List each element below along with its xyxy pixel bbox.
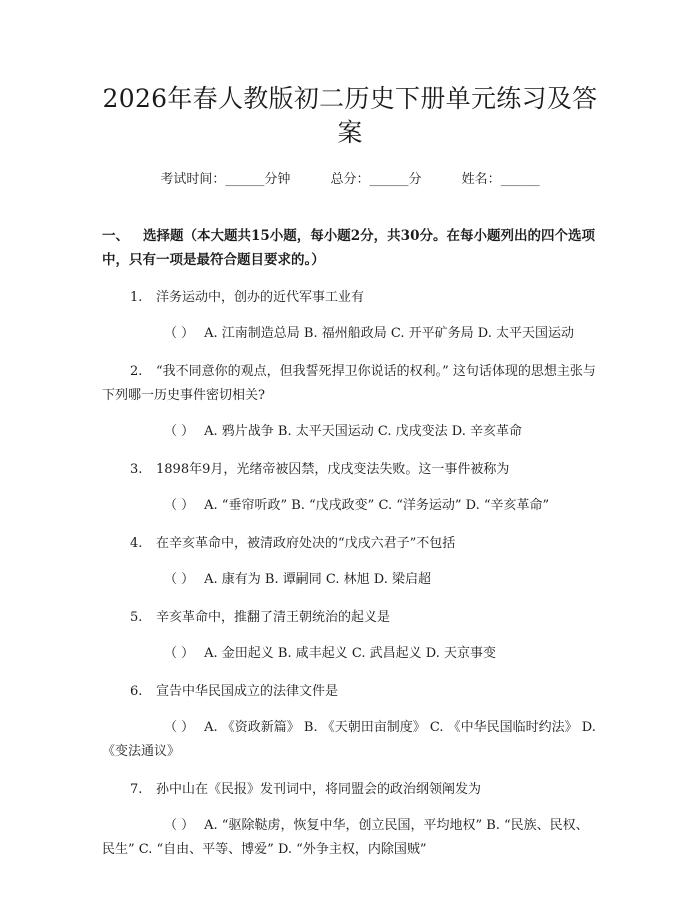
question-number: 6. [130, 684, 143, 699]
answer-paren: （ ） [164, 498, 195, 513]
options-text: A. 金田起义 B. 咸丰起义 C. 武昌起义 D. 天京事变 [204, 646, 496, 661]
question-stem [102, 532, 598, 556]
question-number: 5. [130, 610, 143, 625]
answer-paren: （ ） [164, 818, 195, 833]
answer-paren: （ ） [164, 326, 195, 341]
question-text: 1898年9月，光绪帝被囚禁，戊戌变法失败。这一事件被称为 [156, 462, 510, 477]
options-text: A. 江南制造总局 B. 福州船政局 C. 开平矿务局 D. 太平天国运动 [204, 326, 574, 341]
question-stem [102, 360, 598, 408]
section-number: 一、 [102, 228, 129, 244]
document-title: 2026年春人教版初二历史下册单元练习及答案 [102, 84, 598, 147]
options-text: A. 《资政新篇》 B. 《天朝田亩制度》 C. 《中华民国临时约法》 D. 《变法通议》 [102, 720, 596, 759]
answer-paren: （ ） [164, 572, 195, 587]
question-stem [102, 680, 598, 704]
section-heading [102, 224, 598, 272]
question-stem [102, 286, 598, 310]
answer-paren: （ ） [164, 720, 195, 735]
question-options [102, 494, 598, 518]
question-text: 孙中山在《民报》发刊词中，将同盟会的政治纲领阐发为 [156, 782, 482, 797]
question-text: 辛亥革命中，推翻了清王朝统治的起义是 [156, 610, 391, 625]
question-number: 7. [130, 782, 143, 797]
exam-meta [102, 170, 598, 190]
options-text: A. 鸦片战争 B. 太平天国运动 C. 戊戌变法 D. 辛亥革命 [204, 424, 522, 439]
options-text: A. “驱除鞑虏，恢复中华，创立民国，平均地权” B. “民族、民权、民生” C. “自由、平等、博爱” D. “外争主权，内除国贼” [102, 818, 589, 857]
total-score-field: 总分：______分 [330, 172, 422, 187]
question-options [102, 420, 598, 444]
question-options [102, 814, 598, 862]
question-text: 在辛亥革命中，被清政府处决的“戊戌六君子”不包括 [156, 536, 456, 551]
question-text: 宣告中华民国成立的法律文件是 [156, 684, 339, 699]
question-stem [102, 606, 598, 630]
question-number: 3. [130, 462, 143, 477]
options-text: A. 康有为 B. 谭嗣同 C. 林旭 D. 梁启超 [204, 572, 431, 587]
options-text: A. “垂帘听政” B. “戊戌政变” C. “洋务运动” D. “辛亥革命” [204, 498, 550, 513]
question-number: 2. [130, 364, 143, 379]
question-options [102, 642, 598, 666]
section-instructions: 选择题（本大题共15小题，每小题2分，共30分。在每小题列出的四个选项中，只有一项是最符合题目要求的。） [102, 228, 595, 268]
question-options [102, 568, 598, 592]
question-text: 洋务运动中，创办的近代军事工业有 [156, 290, 365, 305]
question-stem [102, 458, 598, 482]
question-number: 1. [130, 290, 143, 305]
question-text: “我不同意你的观点，但我誓死捍卫你说话的权利。” 这句话体现的思想主张与下列哪一历史事件密切相关? [102, 364, 596, 403]
answer-paren: （ ） [164, 646, 195, 661]
question-stem [102, 778, 598, 802]
question-number: 4. [130, 536, 143, 551]
exam-time-field: 考试时间：______分钟 [160, 172, 291, 187]
student-name-field: 姓名：______ [461, 172, 540, 187]
answer-paren: （ ） [164, 424, 195, 439]
question-options [102, 716, 598, 764]
question-options [102, 322, 598, 346]
